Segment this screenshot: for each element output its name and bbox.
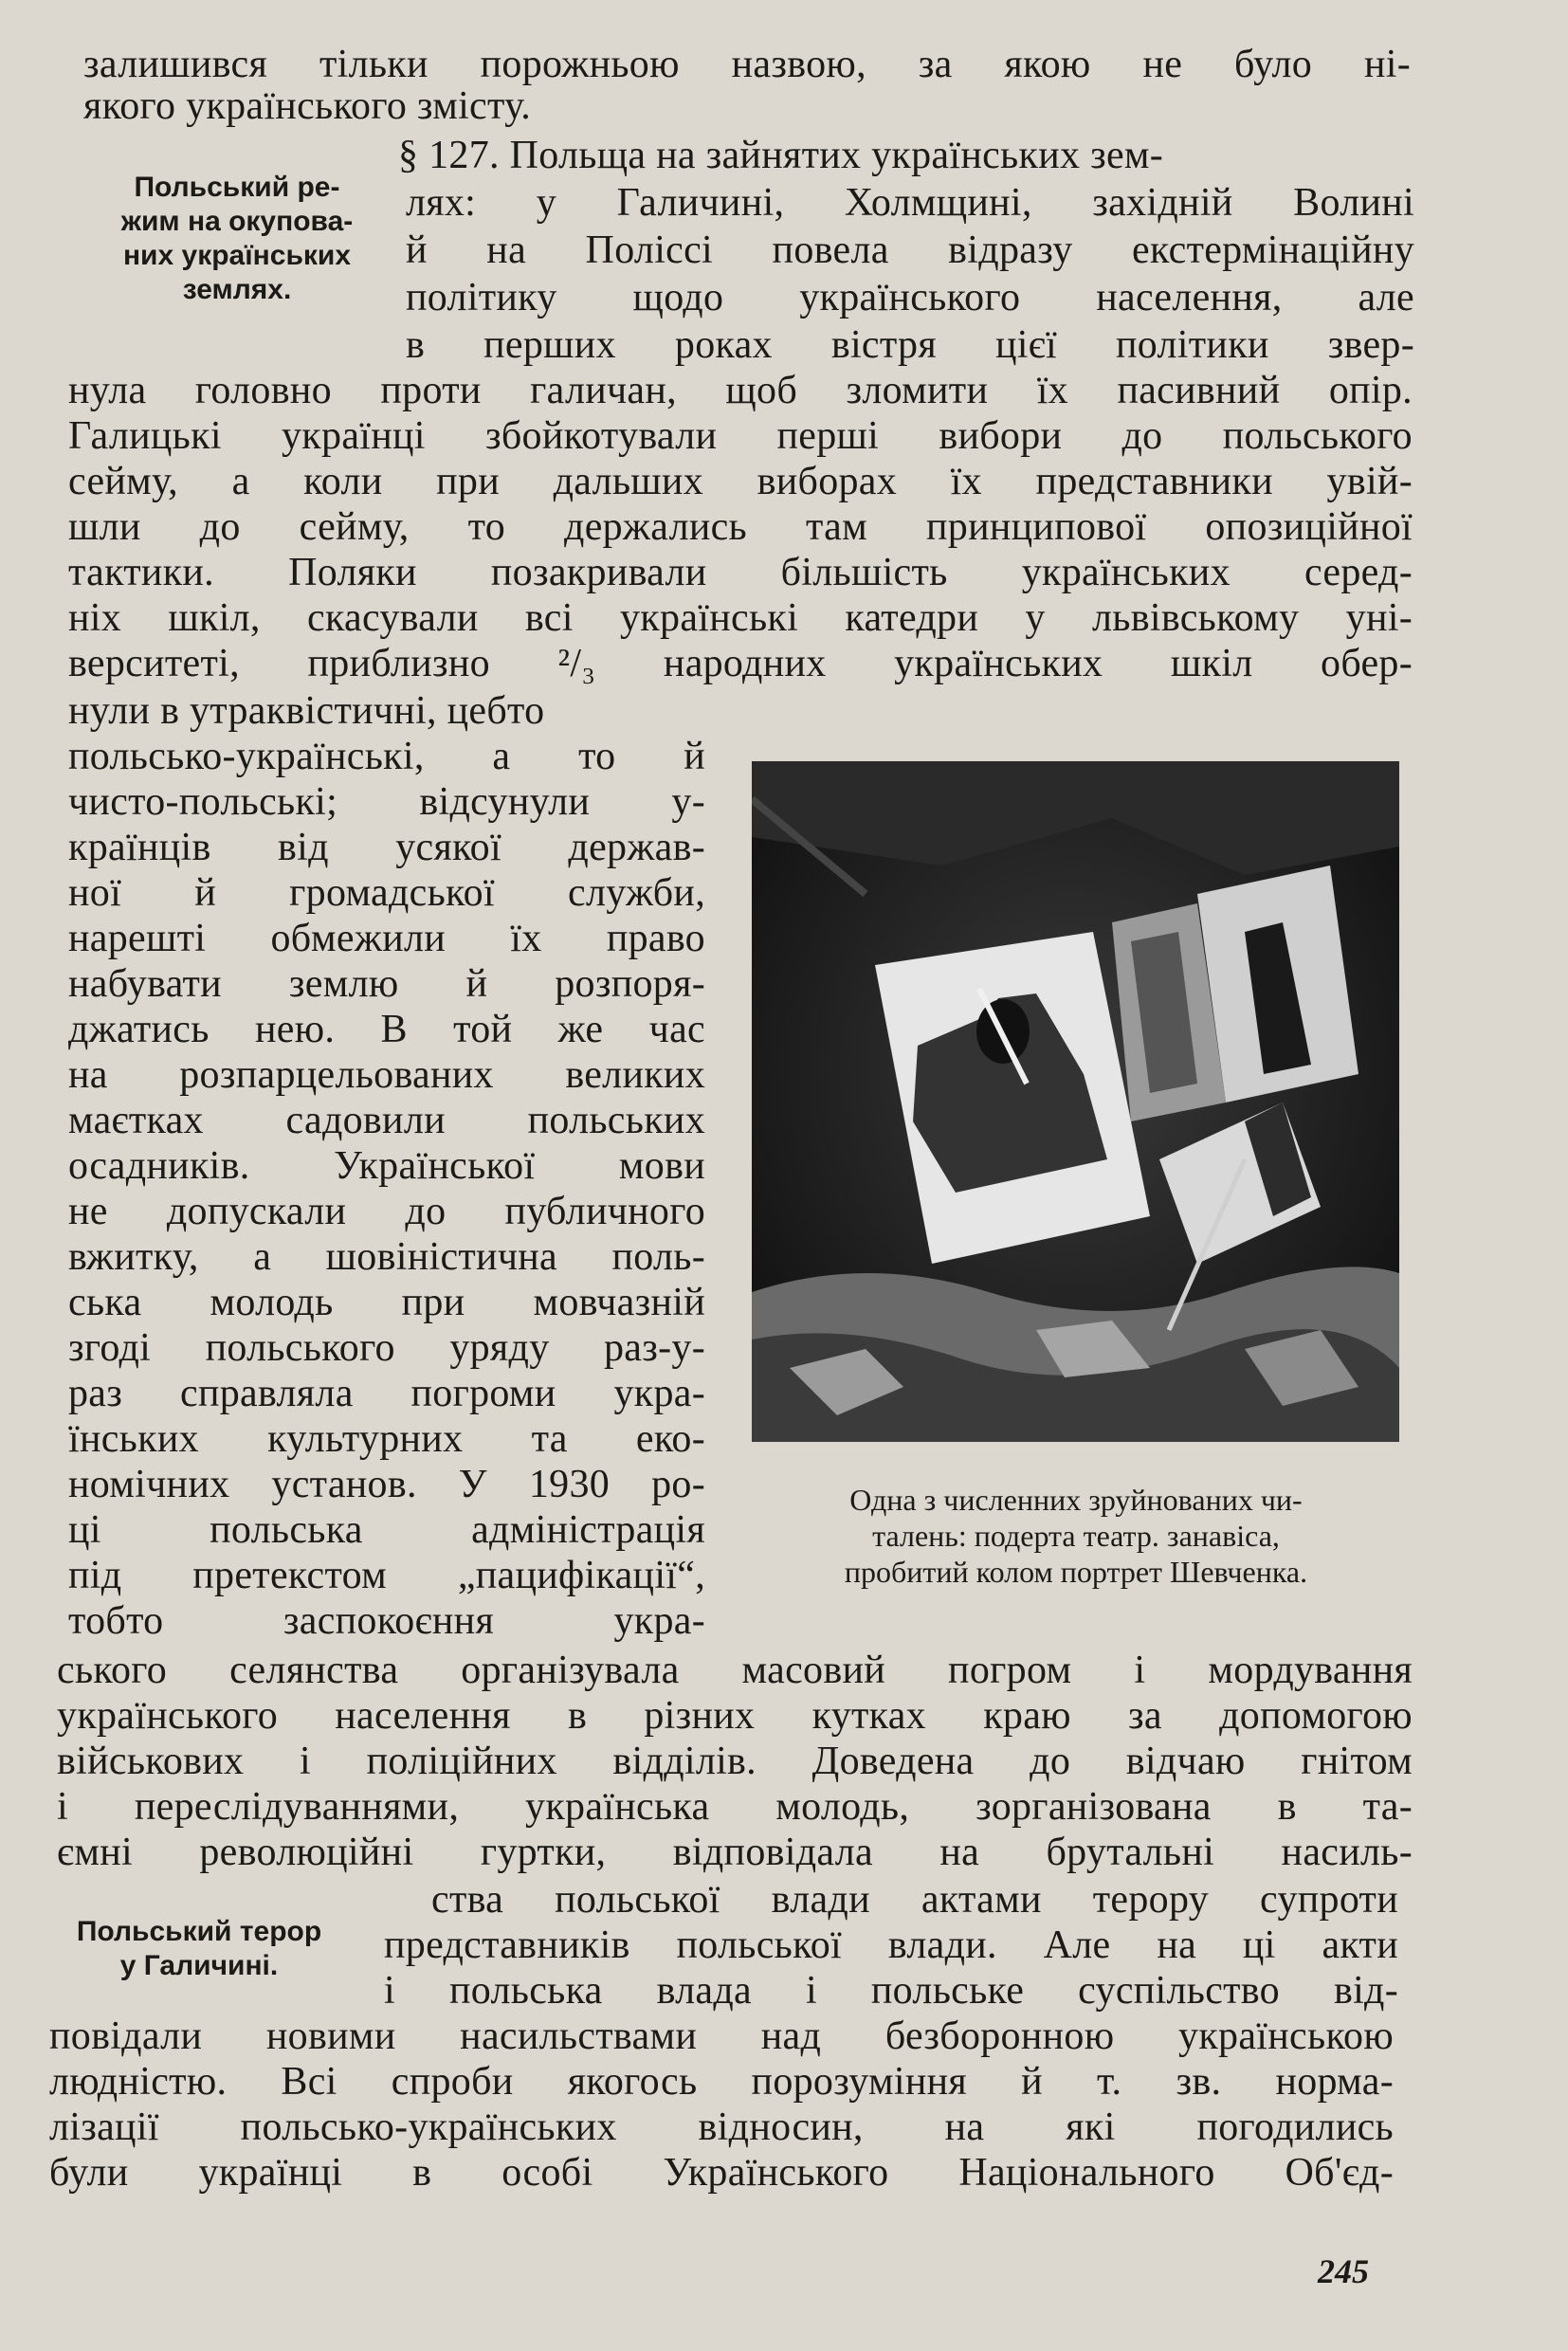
text-line: чисто-польські; відсунули у- (68, 780, 705, 824)
text-line: українського населення в різних кутках краю за допомогою (57, 1694, 1413, 1738)
text-line: їнських культурних та еко- (68, 1417, 705, 1461)
text-line: людністю. Всі спроби якогось порозуміння й т. зв. норма- (49, 2060, 1394, 2104)
sidenote-polish-terror (38, 1915, 360, 1983)
text-line: номічних установ. У 1930 ро- (68, 1463, 705, 1506)
text-line: осадників. Української мови (68, 1144, 705, 1188)
sidenote-polish-regime (76, 171, 398, 307)
text-line: залишився тільки порожньою назвою, за якою не було ні- (83, 43, 1411, 86)
text-line: і переслідуваннями, українська молодь, зорганізована в та- (57, 1785, 1413, 1829)
text-line: були українці в особі Українського Національного Об'єд- (49, 2151, 1394, 2195)
text-line: верситеті, приблизно ²/₃ народних українських шкіл обер- (68, 642, 1413, 685)
section-heading-line: § 127. Польща на зайнятих українських зем- (398, 134, 1164, 177)
sidenote-line: у Галичині. (119, 1950, 279, 1981)
sidenote-line: Польський терор (76, 1916, 322, 1947)
text-line: ства польської влади актами терору супроти (431, 1878, 1398, 1922)
text-line: військових і поліційних відділів. Доведена до відчаю гнітом (57, 1740, 1413, 1783)
text-line: ська молодь при мовчазній (68, 1281, 705, 1324)
sidenote-line: жим на окупова- (120, 206, 354, 237)
text-line: лях: у Галичині, Холмщині, західній Волині (406, 181, 1414, 225)
text-line: повідали новими насильствами над безборонною українською (49, 2014, 1394, 2058)
text-line: нула головно проти галичан, щоб зломити їх пасивний опір. (68, 369, 1413, 412)
caption-line: пробитий колом портрет Шевченка. (844, 1555, 1308, 1589)
sidenote-line: Польський ре- (134, 172, 340, 203)
text-line: Галицькі українці збойкотували перші вибори до польського (68, 414, 1413, 458)
text-line: лізації польсько-українських відносин, на які погодились (49, 2105, 1394, 2149)
photo-image (752, 761, 1399, 1442)
text-line: не допускали до публичного (68, 1190, 705, 1233)
figure-caption (749, 1482, 1403, 1590)
text-line: джатись нею. В той же час (68, 1008, 705, 1051)
figure-photo-destroyed-reading-room (752, 761, 1399, 1442)
text-line: раз справляла погроми укра- (68, 1372, 705, 1415)
caption-line: талень: подерта театр. занавіса, (872, 1519, 1280, 1553)
page-number: 245 (1318, 2252, 1369, 2290)
text-line: шли до сейму, то держались там принципової опозиційної (68, 505, 1413, 549)
text-line: тобто заспокоєння укра- (68, 1599, 705, 1643)
sidenote-line: них українських (122, 240, 352, 271)
text-line: ського селянства організувала масовий погром і мордування (57, 1649, 1413, 1692)
text-line: й на Поліссі повела відразу екстермінаційну (406, 228, 1414, 272)
text-line: ці польська адміністрація (68, 1508, 705, 1552)
text-line: і польська влада і польське суспільство від- (384, 1969, 1398, 2013)
sidenote-line: землях. (182, 274, 292, 305)
text-line: ємні революційні гуртки, відповідала на брутальні насиль- (57, 1831, 1413, 1874)
text-line: польсько-українські, а то й (68, 735, 705, 778)
text-line: маєтках садовили польських (68, 1099, 705, 1142)
text-line: нарешті обмежили їх право (68, 917, 705, 960)
text-line: політику щодо українського населення, але (406, 276, 1414, 319)
text-line: на розпарцельованих великих (68, 1053, 705, 1097)
text-line: в перших роках вістря цієї політики звер- (406, 323, 1414, 367)
text-line: набувати землю й розпоря- (68, 962, 705, 1006)
text-line: країнців від усякої держав- (68, 826, 705, 869)
text-line: згоді польського уряду раз-у- (68, 1326, 705, 1370)
text-line: нули в утраквістичні, цебто (68, 689, 545, 733)
text-line: якого українського змісту. (83, 84, 531, 128)
text-line: ної й громадської служби, (68, 871, 705, 915)
text-line: під претекстом „пацифікації“, (68, 1554, 705, 1597)
text-line: тактики. Поляки позакривали більшість українських серед- (68, 551, 1413, 594)
caption-line: Одна з численних зруйнованих чи- (849, 1483, 1303, 1517)
text-line: ніх шкіл, скасували всі українські катедри у львівському уні- (68, 596, 1413, 640)
text-line: представників польської влади. Але на ці акти (384, 1923, 1398, 1967)
text-line: сейму, а коли при дальших виборах їх представники увій- (68, 460, 1413, 503)
text-line: вжитку, а шовіністична поль- (68, 1235, 705, 1279)
